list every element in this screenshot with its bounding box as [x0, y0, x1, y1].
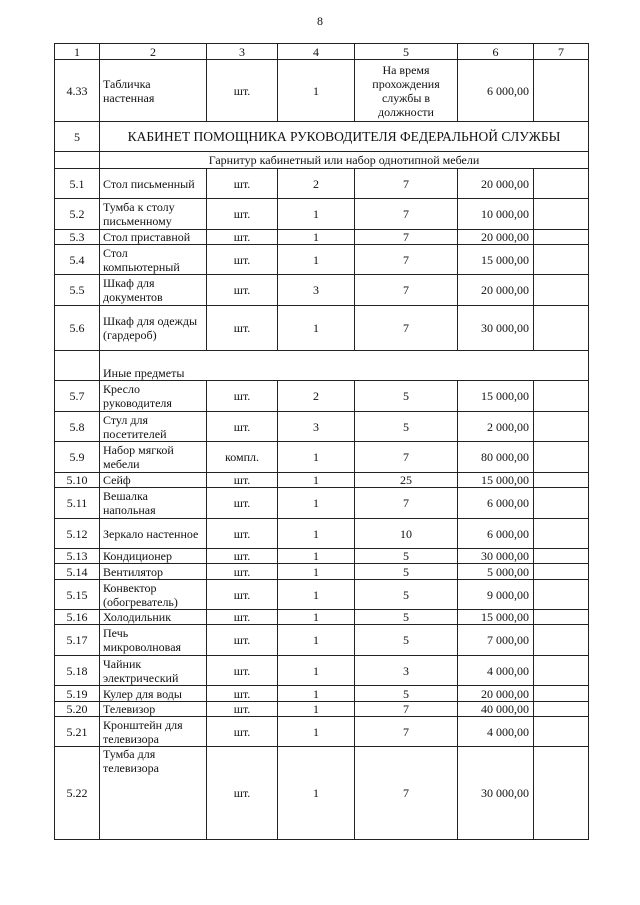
- item-note: [534, 442, 589, 473]
- item-term: 5: [355, 549, 458, 564]
- column-header: 4: [278, 44, 355, 60]
- table-row: [55, 275, 589, 306]
- item-name: Шкаф для одежды (гардероб): [100, 306, 207, 351]
- subgroup-title: Иные предметы: [100, 351, 589, 381]
- item-price: 6 000,00: [458, 60, 534, 122]
- page-number: 8: [317, 14, 323, 28]
- item-note: [534, 549, 589, 564]
- item-unit: шт.: [207, 564, 278, 580]
- table-row: [55, 199, 589, 230]
- item-note: [534, 519, 589, 549]
- table-row: [55, 381, 589, 412]
- item-name: Стол письменный: [100, 169, 207, 199]
- item-quantity: 3: [278, 412, 355, 442]
- item-term: 7: [355, 717, 458, 747]
- table-row: [55, 245, 589, 275]
- table-row: [55, 488, 589, 519]
- item-unit: шт.: [207, 656, 278, 686]
- item-note: [534, 564, 589, 580]
- item-note: [534, 625, 589, 656]
- item-price: 6 000,00: [458, 488, 534, 519]
- item-number: 5.10: [55, 473, 100, 488]
- item-number: 5.4: [55, 245, 100, 275]
- item-price: 4 000,00: [458, 717, 534, 747]
- item-price: 30 000,00: [458, 747, 534, 840]
- item-name: Стол компьютерный: [100, 245, 207, 275]
- item-number: 5.5: [55, 275, 100, 306]
- item-name: Набор мягкой мебели: [100, 442, 207, 473]
- item-price: 20 000,00: [458, 169, 534, 199]
- item-note: [534, 610, 589, 625]
- subgroup-number: [55, 351, 100, 381]
- item-term: 5: [355, 381, 458, 412]
- item-price: 15 000,00: [458, 381, 534, 412]
- item-name: Кресло руководителя: [100, 381, 207, 412]
- item-note: [534, 230, 589, 245]
- item-note: [534, 580, 589, 610]
- item-number: 5.16: [55, 610, 100, 625]
- item-name: Зеркало настенное: [100, 519, 207, 549]
- item-number: 5.13: [55, 549, 100, 564]
- group-number: [55, 152, 100, 169]
- item-term: 3: [355, 656, 458, 686]
- table-row: [55, 717, 589, 747]
- item-quantity: 1: [278, 702, 355, 717]
- item-term: 5: [355, 564, 458, 580]
- item-price: 2 000,00: [458, 412, 534, 442]
- item-unit: шт.: [207, 381, 278, 412]
- item-name: Кондиционер: [100, 549, 207, 564]
- table-row: [55, 580, 589, 610]
- item-note: [534, 306, 589, 351]
- item-name: Стул для посетителей: [100, 412, 207, 442]
- item-quantity: 1: [278, 306, 355, 351]
- item-price: 20 000,00: [458, 230, 534, 245]
- item-number: 5.1: [55, 169, 100, 199]
- item-price: 30 000,00: [458, 549, 534, 564]
- item-number: 5.15: [55, 580, 100, 610]
- item-term: 7: [355, 245, 458, 275]
- item-price: 7 000,00: [458, 625, 534, 656]
- item-term: 7: [355, 230, 458, 245]
- table-row: [55, 549, 589, 564]
- item-note: [534, 488, 589, 519]
- item-term: 5: [355, 580, 458, 610]
- table-row: [55, 442, 589, 473]
- item-term: 7: [355, 306, 458, 351]
- item-unit: шт.: [207, 702, 278, 717]
- item-name: Стол приставной: [100, 230, 207, 245]
- item-price: 6 000,00: [458, 519, 534, 549]
- item-note: [534, 381, 589, 412]
- item-unit: шт.: [207, 610, 278, 625]
- item-quantity: 2: [278, 381, 355, 412]
- item-price: 20 000,00: [458, 686, 534, 702]
- item-note: [534, 473, 589, 488]
- item-name: Конвектор (обогреватель): [100, 580, 207, 610]
- item-number: 5.8: [55, 412, 100, 442]
- subgroup-row: [55, 351, 589, 381]
- item-number: 5.6: [55, 306, 100, 351]
- column-header: 2: [100, 44, 207, 60]
- item-unit: шт.: [207, 519, 278, 549]
- item-term: 7: [355, 747, 458, 840]
- item-price: 80 000,00: [458, 442, 534, 473]
- item-price: 30 000,00: [458, 306, 534, 351]
- item-quantity: 1: [278, 656, 355, 686]
- item-price: 4 000,00: [458, 656, 534, 686]
- item-unit: шт.: [207, 412, 278, 442]
- item-note: [534, 717, 589, 747]
- item-term: 7: [355, 488, 458, 519]
- table-body: [55, 60, 589, 840]
- item-number: 5.11: [55, 488, 100, 519]
- item-number: 5.19: [55, 686, 100, 702]
- item-unit: шт.: [207, 60, 278, 122]
- item-price: 20 000,00: [458, 275, 534, 306]
- item-unit: шт.: [207, 306, 278, 351]
- item-term: На время прохождения службы в должности: [355, 60, 458, 122]
- item-note: [534, 275, 589, 306]
- item-quantity: 1: [278, 625, 355, 656]
- item-note: [534, 60, 589, 122]
- item-name: Табличка настенная: [100, 60, 207, 122]
- item-name: Тумба для телевизора: [100, 747, 207, 840]
- item-number: 5.2: [55, 199, 100, 230]
- item-quantity: 1: [278, 549, 355, 564]
- table-row: [55, 610, 589, 625]
- header-row: [55, 44, 589, 60]
- item-quantity: 1: [278, 473, 355, 488]
- item-unit: шт.: [207, 580, 278, 610]
- item-term: 5: [355, 412, 458, 442]
- item-quantity: 1: [278, 580, 355, 610]
- item-note: [534, 199, 589, 230]
- item-name: Печь микроволновая: [100, 625, 207, 656]
- item-number: 5.3: [55, 230, 100, 245]
- item-name: Сейф: [100, 473, 207, 488]
- item-note: [534, 245, 589, 275]
- column-header: 7: [534, 44, 589, 60]
- item-term: 5: [355, 625, 458, 656]
- item-name: Шкаф для документов: [100, 275, 207, 306]
- item-quantity: 3: [278, 275, 355, 306]
- item-unit: шт.: [207, 230, 278, 245]
- item-note: [534, 686, 589, 702]
- item-price: 15 000,00: [458, 245, 534, 275]
- item-term: 10: [355, 519, 458, 549]
- item-quantity: 1: [278, 442, 355, 473]
- item-note: [534, 169, 589, 199]
- item-term: 7: [355, 442, 458, 473]
- item-number: 5.21: [55, 717, 100, 747]
- item-unit: шт.: [207, 686, 278, 702]
- item-number: 5.7: [55, 381, 100, 412]
- table-row: [55, 747, 589, 840]
- item-price: 9 000,00: [458, 580, 534, 610]
- item-name: Телевизор: [100, 702, 207, 717]
- column-header: 1: [55, 44, 100, 60]
- item-term: 5: [355, 686, 458, 702]
- item-term: 7: [355, 199, 458, 230]
- item-number: 5.17: [55, 625, 100, 656]
- item-unit: шт.: [207, 625, 278, 656]
- section-number: 5: [55, 122, 100, 152]
- item-price: 5 000,00: [458, 564, 534, 580]
- item-note: [534, 412, 589, 442]
- item-unit: шт.: [207, 275, 278, 306]
- item-number: 5.22: [55, 747, 100, 840]
- item-term: 25: [355, 473, 458, 488]
- item-note: [534, 656, 589, 686]
- item-quantity: 1: [278, 747, 355, 840]
- table-row: [55, 656, 589, 686]
- table-row: [55, 702, 589, 717]
- item-quantity: 1: [278, 564, 355, 580]
- item-unit: компл.: [207, 442, 278, 473]
- table-row: [55, 169, 589, 199]
- item-name: Чайник электрический: [100, 656, 207, 686]
- section-title: КАБИНЕТ ПОМОЩНИКА РУКОВОДИТЕЛЯ ФЕДЕРАЛЬНОЙ СЛУЖБЫ: [100, 122, 589, 152]
- item-name: Вентилятор: [100, 564, 207, 580]
- item-quantity: 2: [278, 169, 355, 199]
- item-quantity: 1: [278, 610, 355, 625]
- column-header: 3: [207, 44, 278, 60]
- item-unit: шт.: [207, 549, 278, 564]
- norms-table: [54, 43, 589, 840]
- column-header: 6: [458, 44, 534, 60]
- item-unit: шт.: [207, 245, 278, 275]
- item-number: 5.9: [55, 442, 100, 473]
- item-number: 5.14: [55, 564, 100, 580]
- table-row: [55, 306, 589, 351]
- item-unit: шт.: [207, 169, 278, 199]
- table-row: [55, 564, 589, 580]
- group-row: [55, 152, 589, 169]
- item-price: 10 000,00: [458, 199, 534, 230]
- item-number: 5.12: [55, 519, 100, 549]
- item-number: 4.33: [55, 60, 100, 122]
- item-price: 15 000,00: [458, 473, 534, 488]
- item-term: 7: [355, 702, 458, 717]
- item-term: 5: [355, 610, 458, 625]
- item-name: Холодильник: [100, 610, 207, 625]
- item-quantity: 1: [278, 488, 355, 519]
- table-row: [55, 473, 589, 488]
- item-unit: шт.: [207, 747, 278, 840]
- item-quantity: 1: [278, 199, 355, 230]
- item-quantity: 1: [278, 519, 355, 549]
- item-name: Вешалка напольная: [100, 488, 207, 519]
- item-quantity: 1: [278, 717, 355, 747]
- item-quantity: 1: [278, 245, 355, 275]
- item-term: 7: [355, 169, 458, 199]
- group-title: Гарнитур кабинетный или набор однотипной мебели: [100, 152, 589, 169]
- item-unit: шт.: [207, 199, 278, 230]
- item-quantity: 1: [278, 60, 355, 122]
- item-price: 40 000,00: [458, 702, 534, 717]
- item-name: Кронштейн для телевизора: [100, 717, 207, 747]
- table-row: [55, 686, 589, 702]
- table-row: [55, 625, 589, 656]
- item-number: 5.20: [55, 702, 100, 717]
- item-note: [534, 747, 589, 840]
- item-unit: шт.: [207, 717, 278, 747]
- table-row: [55, 60, 589, 122]
- item-name: Тумба к столу письменному: [100, 199, 207, 230]
- item-term: 7: [355, 275, 458, 306]
- item-unit: шт.: [207, 488, 278, 519]
- item-quantity: 1: [278, 686, 355, 702]
- table-row: [55, 519, 589, 549]
- item-name: Кулер для воды: [100, 686, 207, 702]
- item-price: 15 000,00: [458, 610, 534, 625]
- item-quantity: 1: [278, 230, 355, 245]
- table-row: [55, 412, 589, 442]
- column-header: 5: [355, 44, 458, 60]
- item-note: [534, 702, 589, 717]
- item-number: 5.18: [55, 656, 100, 686]
- item-unit: шт.: [207, 473, 278, 488]
- section-row: [55, 122, 589, 152]
- table-row: [55, 230, 589, 245]
